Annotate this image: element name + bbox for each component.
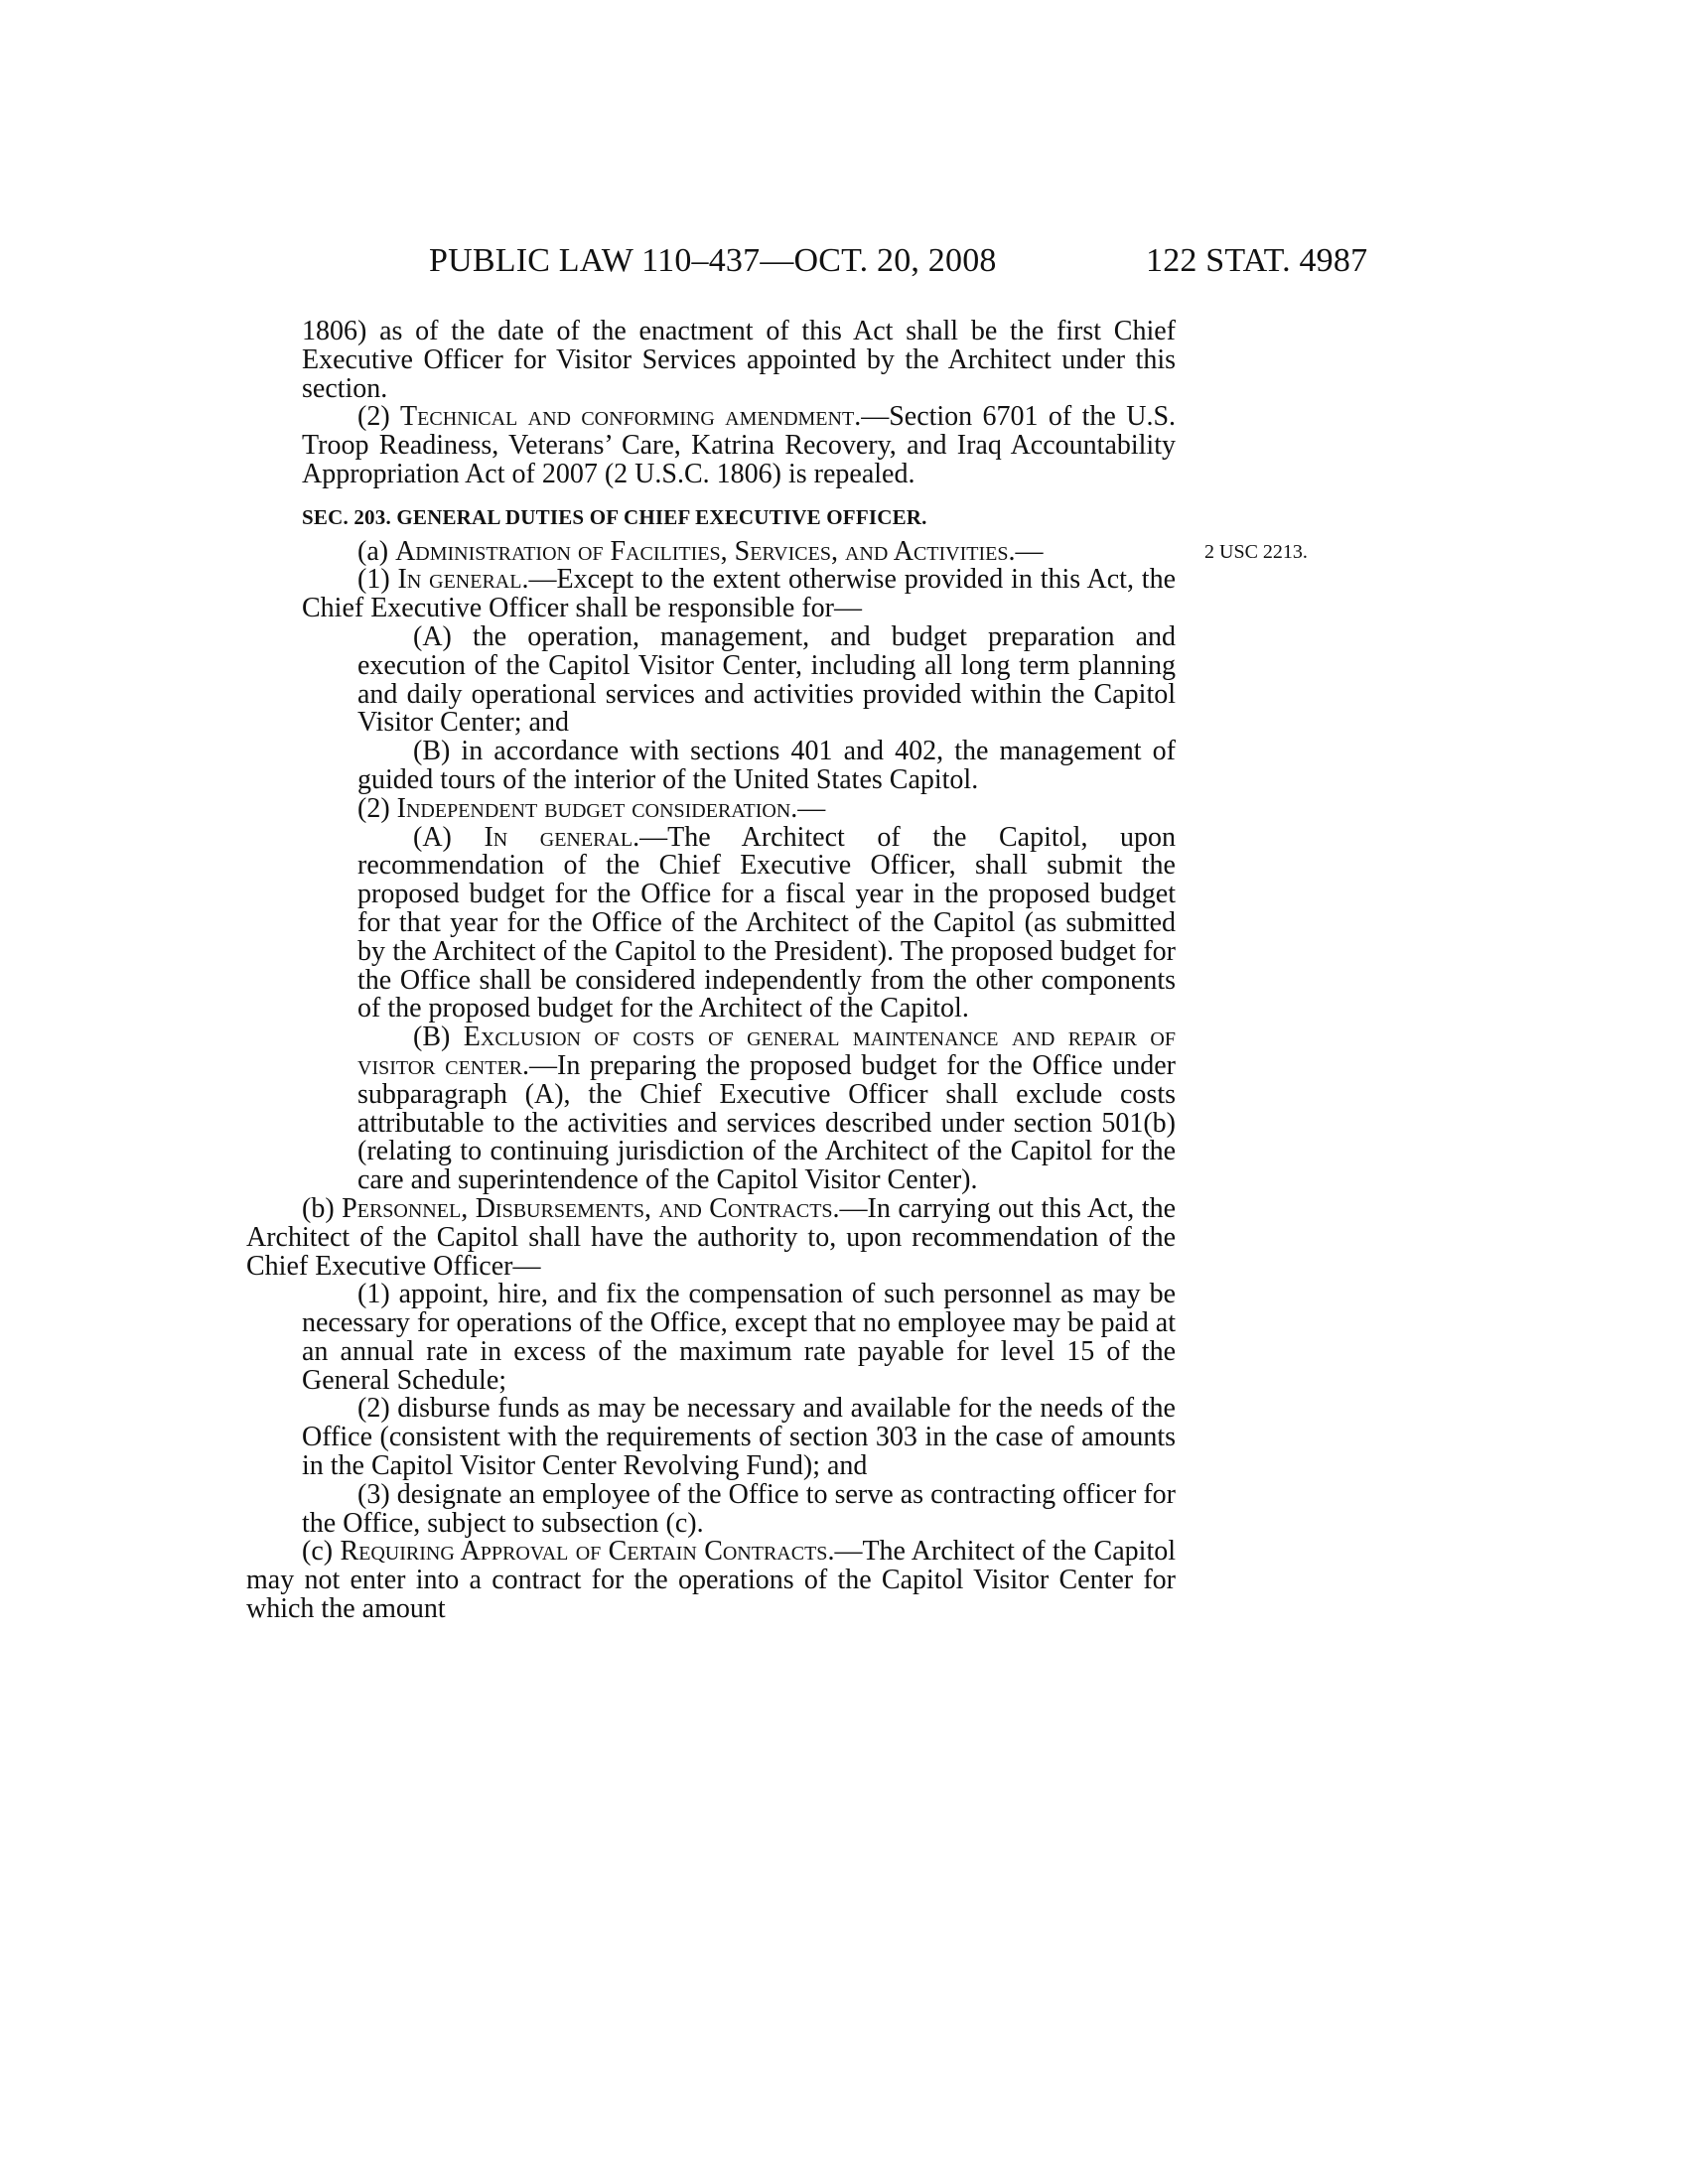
subparagraph-a2B bbox=[302, 1024, 1176, 1195]
paragraph-a2 bbox=[302, 792, 1176, 824]
subsection-heading: Personnel, Disbursements, and Contracts bbox=[342, 1192, 833, 1224]
subsection-c bbox=[246, 1538, 1176, 1623]
subsection-number: (b) bbox=[302, 1192, 335, 1224]
law-text-body bbox=[246, 316, 1177, 1625]
paragraph-number: (2) bbox=[357, 792, 390, 824]
section-heading: SEC. 203. GENERAL DUTIES OF CHIEF EXECUTIVE OFFICER. bbox=[302, 504, 927, 529]
paragraph-number: (1) bbox=[357, 564, 390, 596]
subparagraph-number: (B) bbox=[413, 1022, 451, 1053]
margin-citation: 2 USC 2213. bbox=[1204, 541, 1308, 563]
paragraph-heading: Independent budget consideration bbox=[396, 792, 791, 824]
paragraph-text: .—Section 6701 of the U.S. Troop Readiness, Veterans’ Care, Katrina Recovery, and Iraq Accountability Appropriation Act of 2007 (2 U.S.C. 1806) is repealed. bbox=[302, 401, 1177, 489]
subparagraph-heading: Exclusion of costs of general maintenance and repair of visitor center bbox=[357, 1022, 1177, 1081]
subparagraph-text: .—In preparing the proposed budget for the Office under subparagraph (A), the Chief Executive Officer shall exclude costs attributable to the activities and services described under section 501(b) (relating to continuing jurisdiction of the Architect of the Capitol for the care and superintendence of the Capitol Visitor Center). bbox=[357, 1049, 1176, 1196]
paragraph-technical-amendment bbox=[302, 403, 1176, 488]
subsection-number: (a) bbox=[357, 535, 389, 567]
paragraph-heading: In general bbox=[397, 564, 522, 596]
subparagraph-a1B: (B) in accordance with sections 401 and 402, the management of guided tours of the interior of the United States Capitol. bbox=[357, 736, 1176, 795]
paragraph-b1: (1) appoint, hire, and fix the compensation of such personnel as may be necessary for operations of the Office, except that no employee may be paid at an annual rate in excess of the maximum rate payable for level 15 of the General Schedule; bbox=[302, 1279, 1176, 1396]
subparagraph-number: (A) bbox=[413, 821, 452, 853]
running-header-page: 122 STAT. 4987 bbox=[1146, 242, 1368, 279]
paragraph-b2: (2) disburse funds as may be necessary and available for the needs of the Office (consistent with the requirements of section 303 in the case of amounts in the Capitol Visitor Center Revolving Fund); and bbox=[302, 1393, 1176, 1482]
paragraph-a1 bbox=[302, 566, 1176, 623]
subsection-b bbox=[246, 1192, 1176, 1282]
paragraph-b3: (3) designate an employee of the Office to serve as contracting officer for the Office, subject to subsection (c). bbox=[302, 1478, 1176, 1539]
subsection-number: (c) bbox=[302, 1536, 334, 1568]
subsection-heading: Requiring Approval of Certain Contracts bbox=[340, 1536, 828, 1568]
running-header-title: PUBLIC LAW 110–437—OCT. 20, 2008 bbox=[429, 242, 997, 279]
subsection-a-heading bbox=[302, 535, 1176, 567]
paragraph-continuation: 1806) as of the date of the enactment of this Act shall be the first Chief Executive Officer for Visitor Services appointed by the Architect under this section. bbox=[302, 316, 1176, 404]
paragraph-dash: .— bbox=[790, 792, 826, 824]
subsection-text: .—The Architect of the Capitol may not enter into a contract for the operations of the Capitol Visitor Center for which the amount bbox=[246, 1536, 1176, 1625]
paragraph-text: .—Except to the extent otherwise provided in this Act, the Chief Executive Officer shall be responsible for— bbox=[302, 564, 1177, 624]
subparagraph-heading: In general bbox=[484, 821, 633, 853]
subsection-text: .—In carrying out this Act, the Architect of the Capitol shall have the authority to, upon recommendation of the Chief Executive Officer— bbox=[246, 1192, 1176, 1282]
subparagraph-a2A bbox=[302, 821, 1177, 1024]
subparagraph-a1A: (A) the operation, management, and budget preparation and execution of the Capitol Visitor Center, including all long term planning and daily operational services and activities provided within the Capitol Visitor Center; and bbox=[357, 620, 1176, 739]
paragraph-heading: Technical and conforming amendment bbox=[400, 401, 855, 433]
subparagraph-text: .—The Architect of the Capitol, upon recommendation of the Chief Executive Officer, shall submit the proposed budget for the Office for a fiscal year in the proposed budget for that year for the Office of the Architect of the Capitol (as submitted by the Architect of the Capitol to the President). The proposed budget for the Office shall be considered independently from the other components of the proposed budget for the Architect of the Capitol. bbox=[357, 821, 1177, 1024]
paragraph-number: (2) bbox=[357, 401, 390, 433]
subsection-dash: .— bbox=[1008, 535, 1044, 567]
subsection-heading: Administration of Facilities, Services, and Activities bbox=[395, 535, 1009, 567]
